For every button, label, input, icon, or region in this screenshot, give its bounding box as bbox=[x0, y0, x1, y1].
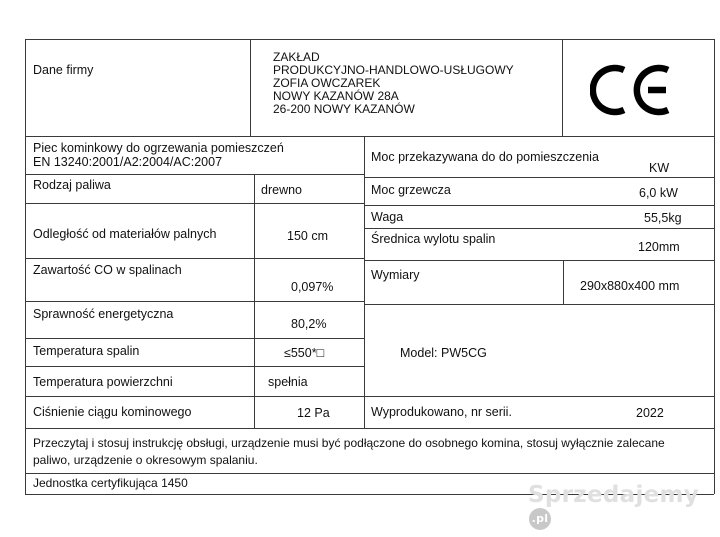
rule-params-bottom bbox=[25, 428, 714, 429]
rule-left-value-col bbox=[254, 174, 255, 428]
rule-left-title bbox=[25, 174, 364, 175]
rule-right-srednica bbox=[364, 260, 714, 261]
rule-top bbox=[25, 39, 714, 40]
rule-left-co bbox=[25, 301, 364, 302]
param-label-surface-temp: Temperatura powierzchni bbox=[33, 375, 173, 389]
param-label-dimensions: Wymiary bbox=[371, 268, 420, 282]
rule-params-mid bbox=[25, 396, 714, 397]
param-label-efficiency: Sprawność energetyczna bbox=[33, 307, 174, 321]
param-value-flue-diameter: 120mm bbox=[638, 240, 680, 254]
param-label-co: Zawartość CO w spalinach bbox=[33, 263, 182, 277]
param-label-distance: Odległość od materiałów palnych bbox=[33, 227, 217, 241]
rule-header-div2 bbox=[562, 39, 563, 136]
company-line: 26-200 NOWY KAZANÓW bbox=[273, 102, 415, 116]
param-value-power-room: KW bbox=[649, 161, 670, 175]
rule-left-odleglosc bbox=[25, 258, 364, 259]
company-line: PRODUKCYJNO-HANDLOWO-USŁUGOWY bbox=[273, 63, 514, 77]
rule-header-div1 bbox=[250, 39, 251, 136]
rule-right-grzewcza bbox=[364, 205, 714, 206]
rule-right-wymiary bbox=[364, 304, 714, 305]
rule-instructions-bottom bbox=[25, 473, 714, 474]
watermark-badge: .pl bbox=[529, 508, 551, 530]
param-label-serial: Wyprodukowano, nr serii. bbox=[371, 405, 512, 419]
product-title: Piec kominkowy do ogrzewania pomieszczeń bbox=[33, 141, 284, 155]
rule-right-edge bbox=[714, 39, 715, 494]
company-line: NOWY KAZANÓW 28A bbox=[273, 89, 399, 103]
rule-right-value-col bbox=[563, 260, 564, 304]
certification-body: Jednostka certyfikująca 1450 bbox=[33, 476, 188, 490]
param-value-co: 0,097% bbox=[291, 280, 334, 294]
company-line: ZAKŁAD bbox=[273, 50, 320, 64]
rule-right-waga bbox=[364, 228, 714, 229]
rule-center bbox=[364, 136, 365, 428]
product-standard: EN 13240:2001/A2:2004/AC:2007 bbox=[33, 155, 223, 169]
watermark-text: Sprzedajemy bbox=[528, 482, 700, 508]
param-value-surface-temp: spełnia bbox=[268, 375, 308, 389]
company-label: Dane firmy bbox=[33, 63, 94, 77]
company-address bbox=[273, 51, 514, 116]
model-label: Model: PW5CG bbox=[400, 346, 487, 360]
param-label-heat-output: Moc grzewcza bbox=[371, 183, 451, 197]
rule-header-bottom bbox=[25, 136, 714, 137]
param-value-year: 2022 bbox=[636, 406, 664, 420]
param-label-draught: Ciśnienie ciągu kominowego bbox=[33, 405, 192, 419]
param-label-weight: Waga bbox=[371, 210, 404, 224]
ce-mark-icon bbox=[590, 62, 672, 118]
param-value-weight: 55,5kg bbox=[644, 211, 682, 225]
company-line: ZOFIA OWCZAREK bbox=[273, 76, 381, 90]
param-value-dimensions: 290x880x400 mm bbox=[580, 279, 680, 293]
instructions-text: Przeczytaj i stosuj instrukcję obsługi, urządzenie musi być podłączone do osobnego komina, stosuj wyłącznie zalecane bbox=[33, 436, 665, 450]
param-value-distance: 150 cm bbox=[287, 229, 328, 243]
rule-left-paliwo bbox=[25, 203, 364, 204]
watermark bbox=[528, 482, 718, 525]
rule-left-temp-spalin bbox=[25, 366, 364, 367]
rule-left-edge bbox=[25, 39, 26, 494]
param-value-draught: 12 Pa bbox=[297, 406, 330, 420]
rule-right-moc bbox=[364, 177, 714, 178]
param-label-flue-temp: Temperatura spalin bbox=[33, 344, 140, 358]
param-label-fuel: Rodzaj paliwa bbox=[33, 178, 111, 192]
instructions-text-cont: paliwo, urządzenie o okresowym spalaniu. bbox=[33, 453, 258, 467]
param-value-efficiency: 80,2% bbox=[291, 317, 327, 331]
param-label-flue-diameter: Średnica wylotu spalin bbox=[371, 232, 496, 246]
rule-left-sprawnosc bbox=[25, 338, 364, 339]
param-label-power-room: Moc przekazywana do do pomieszczenia bbox=[371, 150, 599, 164]
param-value-fuel: drewno bbox=[261, 183, 302, 197]
param-value-flue-temp: ≤550*□ bbox=[284, 346, 325, 360]
param-value-heat-output: 6,0 kW bbox=[639, 186, 678, 200]
